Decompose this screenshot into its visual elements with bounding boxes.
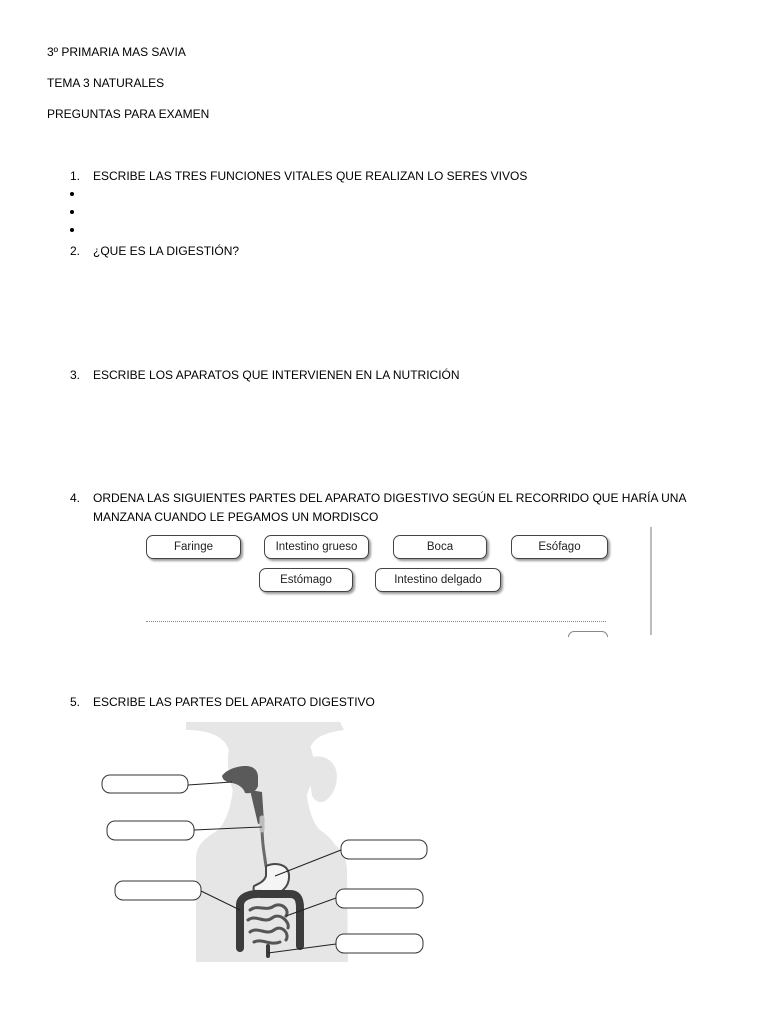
question-4-text-line1: ORDENA LAS SIGUIENTES PARTES DEL APARATO DIGESTIVO SEGÚN EL RECORRIDO QUE HARÍA UNA — [93, 491, 687, 505]
question-1-text: ESCRIBE LAS TRES FUNCIONES VITALES QUE REALIZAN LO SERES VIVOS — [93, 169, 528, 183]
question-3-text: ESCRIBE LOS APARATOS QUE INTERVIENEN EN LA NUTRICIÓN — [93, 368, 460, 382]
organ-card-esofago: Esófago — [511, 535, 608, 559]
question-5-text: ESCRIBE LAS PARTES DEL APARATO DIGESTIVO — [93, 695, 375, 709]
organ-card-estomago: Estómago — [259, 568, 353, 592]
organ-card-boca: Boca — [393, 535, 487, 559]
question-3-number: 3. — [69, 368, 80, 382]
header-topic: TEMA 3 NATURALES — [47, 76, 165, 90]
organ-card-intestino-grueso: Intestino grueso — [264, 535, 369, 559]
question-4-text-line2: MANZANA CUANDO LE PEGAMOS UN MORDISCO — [93, 510, 379, 524]
organ-card-intestino-delgado: Intestino delgado — [375, 568, 501, 592]
organ-card-faringe: Faringe — [146, 535, 241, 559]
crop-border — [650, 527, 652, 635]
answer-bullet-3 — [70, 228, 74, 232]
human-silhouette-icon — [186, 722, 348, 962]
question-1-number: 1. — [69, 169, 80, 183]
question-2-text: ¿QUE ES LA DIGESTIÓN? — [93, 244, 240, 258]
answer-dotted-line — [146, 621, 606, 622]
header-course: 3º PRIMARIA MAS SAVIA — [47, 45, 186, 59]
header-title: PREGUNTAS PARA EXAMEN — [47, 107, 210, 121]
question-4-number: 4. — [69, 491, 80, 505]
answer-bullet-1 — [70, 192, 74, 196]
cropped-card-fragment — [568, 631, 608, 637]
question-5-number: 5. — [69, 695, 80, 709]
question-2-number: 2. — [69, 244, 80, 258]
digestive-diagram — [0, 710, 768, 970]
answer-bullet-2 — [70, 210, 74, 214]
